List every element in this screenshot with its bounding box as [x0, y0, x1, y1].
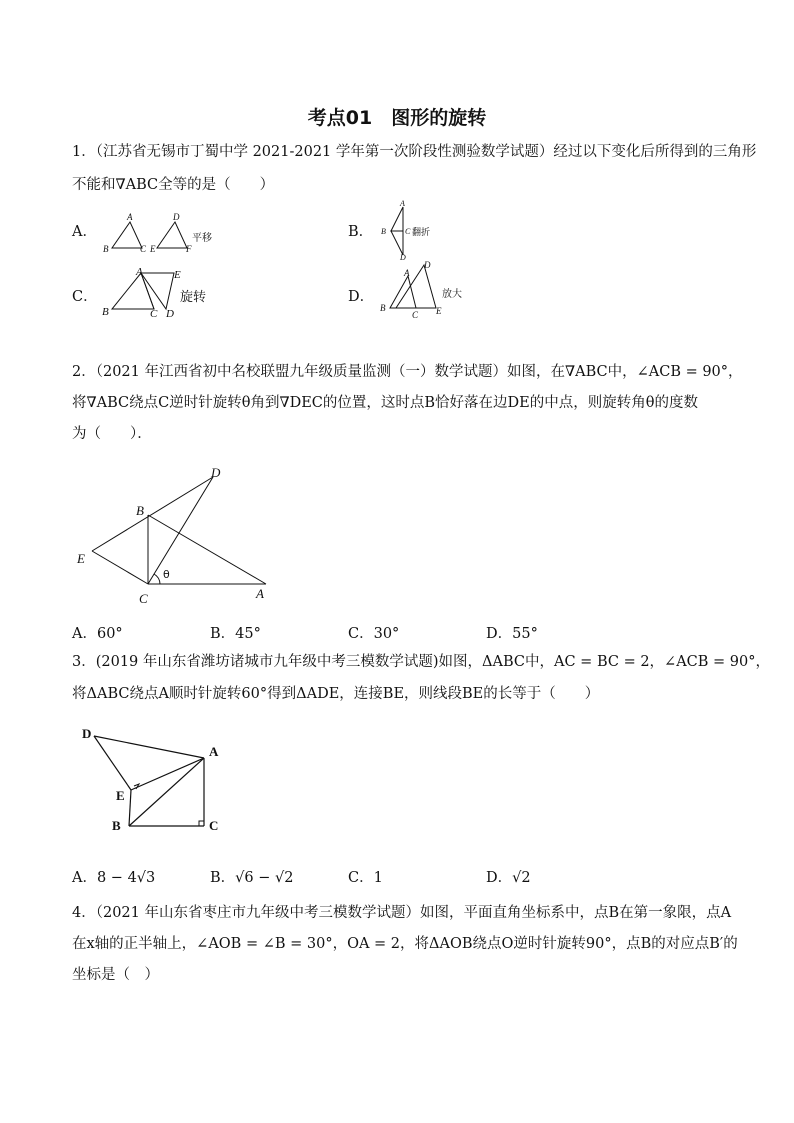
q1-option-b-caption: 翻折	[412, 228, 431, 238]
svg-text:F: F	[186, 244, 192, 254]
svg-text:E: E	[77, 551, 85, 566]
q2-stem-line2: 将∇ABC绕点C逆时针旋转θ角到∇DEC的位置，这时点B恰好落在边DE的中点，则旋转角θ的度数	[72, 395, 698, 411]
q2-stem-line1: 2．（2021 年江西省初中名校联盟九年级质量监测（一）数学试题）如图，在∇ABC中，∠ACB = 90°，	[72, 364, 743, 380]
svg-text:E: E	[436, 306, 442, 316]
q3-option-d[interactable]: D．√2	[486, 870, 531, 886]
svg-text:B: B	[136, 503, 144, 518]
q3-option-b[interactable]: B．√6 − √2	[210, 870, 294, 886]
q1-option-d-label[interactable]: D．	[348, 289, 375, 305]
svg-text:E: E	[174, 269, 181, 281]
q3-option-c[interactable]: C．1	[348, 870, 383, 886]
svg-text:θ: θ	[163, 568, 170, 581]
q2-stem-line3: 为（ ）．	[72, 426, 152, 442]
q4-stem-line2: 在x轴的正半轴上，∠AOB = ∠B = 30°，OA = 2，将ΔAOB绕点O逆时针旋转90°，点B的对应点B′的	[72, 936, 738, 952]
q3-option-a[interactable]: A．8 − 4√3	[72, 870, 156, 886]
svg-text:A: A	[136, 266, 143, 278]
page-title: 考点01 图形的旋转	[307, 107, 487, 129]
svg-text:E: E	[116, 788, 125, 803]
svg-text:A: A	[404, 268, 410, 278]
svg-text:B: B	[380, 303, 386, 313]
q4-stem-line3: 坐标是（ ）	[72, 967, 159, 983]
svg-text:D: D	[424, 260, 431, 270]
svg-text:A: A	[400, 199, 405, 208]
svg-text:C: C	[150, 308, 158, 320]
q1-option-c-figure	[100, 265, 190, 320]
svg-text:C: C	[209, 818, 219, 833]
q4-stem-line1: 4．（2021 年山东省枣庄市九年级中考三模数学试题）如图，平面直角坐标系中，点B在第一象限，点A	[72, 905, 732, 921]
svg-text:B: B	[112, 818, 121, 833]
svg-text:C: C	[139, 591, 148, 606]
svg-text:D: D	[400, 253, 406, 262]
q1-option-c-label[interactable]: C．	[72, 289, 98, 305]
svg-text:B: B	[102, 306, 109, 318]
q1-option-b-label[interactable]: B．	[348, 224, 374, 240]
svg-text:C: C	[405, 227, 411, 236]
q3-stem-line2: 将ΔABC绕点A顺时针旋转60°得到ΔADE，连接BE，则线段BE的长等于（ ）	[72, 686, 600, 702]
svg-text:C: C	[412, 310, 419, 320]
q2-option-a[interactable]: A．60°	[72, 626, 123, 642]
q2-option-b[interactable]: B．45°	[210, 626, 261, 642]
q2-option-c[interactable]: C．30°	[348, 626, 400, 642]
svg-text:D: D	[82, 726, 92, 741]
q1-stem-line1: 1．（江苏省无锡市丁蜀中学 2021-2021 学年第一次阶段性测验数学试题）经过以下变化后所得到的三角形	[72, 144, 757, 160]
svg-text:B: B	[103, 244, 109, 254]
svg-text:A: A	[256, 586, 264, 601]
svg-text:D: D	[173, 212, 180, 222]
q3-stem-line1: 3．(2019 年山东省潍坊诸城市九年级中考三模数学试题)如图，ΔABC中，AC = BC = 2，∠ACB = 90°，	[72, 654, 770, 670]
q1-stem-line2: 不能和∇ABC全等的是（ ）	[72, 177, 275, 193]
q1-option-c-caption: 旋转	[180, 290, 207, 305]
q2-figure	[70, 460, 290, 610]
svg-text:D: D	[166, 308, 174, 320]
svg-text:D: D	[211, 465, 221, 480]
svg-text:E: E	[150, 244, 156, 254]
svg-text:A: A	[127, 212, 133, 222]
svg-text:A: A	[209, 744, 219, 759]
svg-text:B: B	[381, 227, 386, 236]
q1-option-a-label[interactable]: A．	[72, 224, 97, 240]
q1-option-a-caption: 平移	[192, 233, 212, 244]
q2-option-d[interactable]: D．55°	[486, 626, 538, 642]
q1-option-d-caption: 放大	[442, 289, 462, 300]
svg-text:C: C	[140, 244, 147, 254]
q3-figure	[78, 722, 238, 837]
